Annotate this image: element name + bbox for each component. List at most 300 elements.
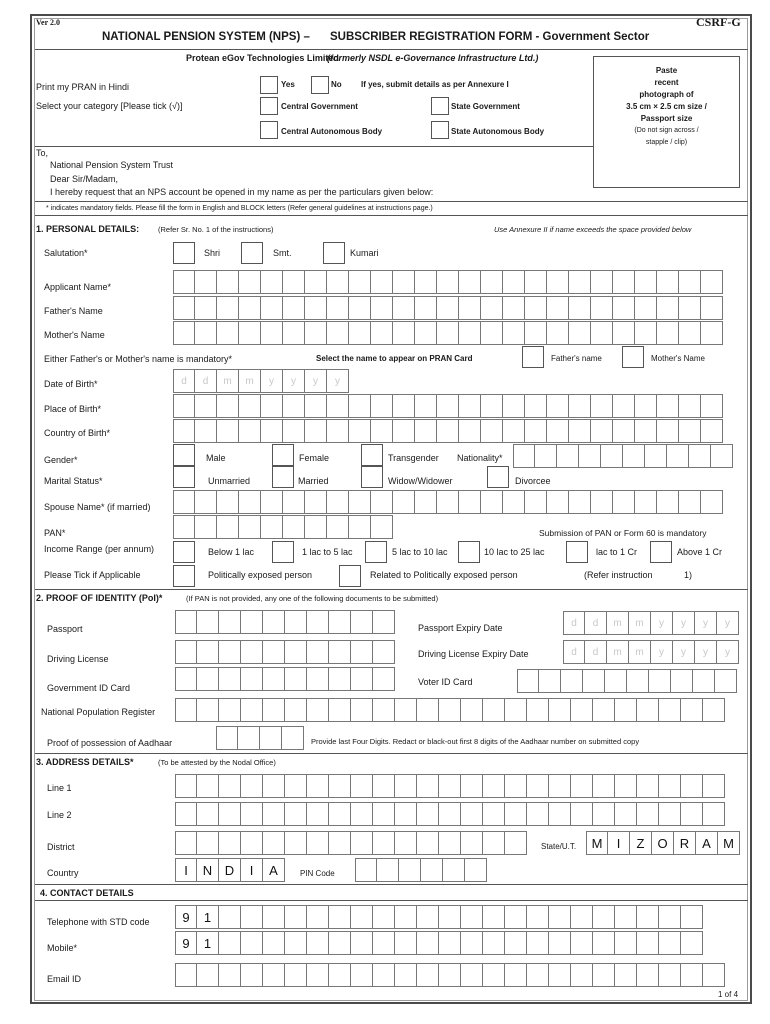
char-cell[interactable] [371,419,393,443]
income-10-25lac-checkbox[interactable] [458,541,480,563]
char-cell[interactable] [307,802,329,826]
char-cell[interactable] [239,490,261,514]
char-cell[interactable]: d [585,640,607,664]
state-field[interactable] [586,831,740,855]
char-cell[interactable] [417,802,439,826]
char-cell[interactable] [667,444,689,468]
char-cell[interactable] [549,963,571,987]
char-cell[interactable] [285,610,307,634]
char-cell[interactable] [305,321,327,345]
char-cell[interactable] [637,774,659,798]
char-cell[interactable] [175,774,197,798]
char-cell[interactable] [605,669,627,693]
address-line2-field[interactable] [175,802,725,826]
char-cell[interactable] [415,296,437,320]
char-cell[interactable] [591,394,613,418]
char-cell[interactable] [481,270,503,294]
char-cell[interactable] [571,698,593,722]
char-cell[interactable] [701,490,723,514]
char-cell[interactable] [659,698,681,722]
char-cell[interactable] [395,774,417,798]
char-cell[interactable] [395,698,417,722]
char-cell[interactable] [681,802,703,826]
char-cell[interactable] [615,963,637,987]
char-cell[interactable] [505,774,527,798]
char-cell[interactable]: M [586,831,608,855]
char-cell[interactable] [173,394,195,418]
char-cell[interactable] [657,270,679,294]
char-cell[interactable] [307,640,329,664]
char-cell[interactable] [483,774,505,798]
pep-checkbox[interactable] [173,565,195,587]
char-cell[interactable] [351,905,373,929]
char-cell[interactable] [613,296,635,320]
char-cell[interactable] [329,640,351,664]
char-cell[interactable] [439,963,461,987]
char-cell[interactable] [261,321,283,345]
char-cell[interactable] [373,698,395,722]
char-cell[interactable] [175,802,197,826]
char-cell[interactable] [459,321,481,345]
char-cell[interactable] [571,963,593,987]
char-cell[interactable] [283,270,305,294]
char-cell[interactable] [285,667,307,691]
district-field[interactable] [175,831,527,855]
char-cell[interactable]: y [305,369,327,393]
char-cell[interactable] [241,963,263,987]
char-cell[interactable] [461,905,483,929]
char-cell[interactable]: y [673,611,695,635]
char-cell[interactable] [503,270,525,294]
char-cell[interactable] [571,802,593,826]
char-cell[interactable] [439,931,461,955]
char-cell[interactable] [349,321,371,345]
char-cell[interactable] [219,802,241,826]
char-cell[interactable] [349,515,371,539]
char-cell[interactable] [579,444,601,468]
char-cell[interactable]: 1 [197,931,219,955]
char-cell[interactable] [503,419,525,443]
char-cell[interactable] [241,667,263,691]
rpep-checkbox[interactable] [339,565,361,587]
char-cell[interactable] [703,698,725,722]
char-cell[interactable] [637,931,659,955]
char-cell[interactable] [261,419,283,443]
char-cell[interactable] [373,802,395,826]
char-cell[interactable] [593,963,615,987]
char-cell[interactable] [703,802,725,826]
char-cell[interactable] [439,831,461,855]
char-cell[interactable] [437,394,459,418]
spouse-name-field[interactable] [173,490,723,514]
char-cell[interactable] [373,963,395,987]
char-cell[interactable] [527,963,549,987]
char-cell[interactable] [417,963,439,987]
char-cell[interactable] [393,394,415,418]
char-cell[interactable] [175,698,197,722]
kumari-checkbox[interactable] [323,242,345,264]
mothers-name-option-checkbox[interactable] [622,346,644,368]
char-cell[interactable] [197,963,219,987]
char-cell[interactable] [263,774,285,798]
unmarried-checkbox[interactable] [173,466,195,488]
char-cell[interactable] [305,419,327,443]
char-cell[interactable] [481,419,503,443]
char-cell[interactable] [219,831,241,855]
char-cell[interactable] [351,802,373,826]
char-cell[interactable] [513,444,535,468]
char-cell[interactable] [263,640,285,664]
passport-field[interactable] [175,610,395,634]
char-cell[interactable] [329,698,351,722]
divorcee-checkbox[interactable] [487,466,509,488]
char-cell[interactable] [591,296,613,320]
char-cell[interactable] [371,321,393,345]
char-cell[interactable] [351,610,373,634]
char-cell[interactable]: I [241,858,263,882]
char-cell[interactable] [689,444,711,468]
char-cell[interactable] [549,931,571,955]
char-cell[interactable]: y [651,611,673,635]
char-cell[interactable] [715,669,737,693]
char-cell[interactable] [593,802,615,826]
char-cell[interactable] [175,831,197,855]
char-cell[interactable]: A [696,831,718,855]
char-cell[interactable] [417,931,439,955]
char-cell[interactable]: y [717,611,739,635]
char-cell[interactable] [283,419,305,443]
fathers-name-option-checkbox[interactable] [522,346,544,368]
char-cell[interactable] [195,270,217,294]
char-cell[interactable] [657,296,679,320]
char-cell[interactable]: 9 [175,931,197,955]
char-cell[interactable] [549,774,571,798]
char-cell[interactable] [693,669,715,693]
char-cell[interactable] [217,419,239,443]
char-cell[interactable] [459,270,481,294]
char-cell[interactable] [593,905,615,929]
char-cell[interactable] [439,698,461,722]
char-cell[interactable] [283,515,305,539]
father-name-field[interactable] [173,296,723,320]
char-cell[interactable] [351,774,373,798]
char-cell[interactable] [377,858,399,882]
char-cell[interactable] [671,669,693,693]
char-cell[interactable]: y [673,640,695,664]
pran-hindi-yes-checkbox[interactable] [260,76,278,94]
char-cell[interactable] [197,640,219,664]
char-cell[interactable] [569,321,591,345]
char-cell[interactable] [659,774,681,798]
char-cell[interactable] [637,963,659,987]
char-cell[interactable] [327,296,349,320]
char-cell[interactable] [241,698,263,722]
char-cell[interactable] [627,669,649,693]
char-cell[interactable] [241,931,263,955]
char-cell[interactable] [283,296,305,320]
char-cell[interactable] [679,270,701,294]
char-cell[interactable] [307,905,329,929]
char-cell[interactable]: y [283,369,305,393]
char-cell[interactable] [503,296,525,320]
char-cell[interactable] [679,419,701,443]
char-cell[interactable] [173,490,195,514]
char-cell[interactable] [173,321,195,345]
char-cell[interactable] [219,774,241,798]
char-cell[interactable] [461,698,483,722]
char-cell[interactable]: M [718,831,740,855]
char-cell[interactable] [285,963,307,987]
char-cell[interactable] [351,931,373,955]
char-cell[interactable] [305,515,327,539]
char-cell[interactable] [349,394,371,418]
income-lac-1cr-checkbox[interactable] [566,541,588,563]
char-cell[interactable] [635,394,657,418]
char-cell[interactable] [261,490,283,514]
char-cell[interactable] [216,726,238,750]
char-cell[interactable] [373,774,395,798]
char-cell[interactable] [547,490,569,514]
char-cell[interactable] [395,905,417,929]
char-cell[interactable] [613,419,635,443]
char-cell[interactable] [525,394,547,418]
char-cell[interactable] [505,905,527,929]
voter-id-field[interactable] [517,669,737,693]
char-cell[interactable] [571,905,593,929]
char-cell[interactable] [349,296,371,320]
char-cell[interactable] [373,667,395,691]
char-cell[interactable] [349,270,371,294]
char-cell[interactable] [481,321,503,345]
char-cell[interactable] [263,831,285,855]
char-cell[interactable] [219,905,241,929]
char-cell[interactable] [285,905,307,929]
char-cell[interactable] [175,610,197,634]
income-above-1cr-checkbox[interactable] [650,541,672,563]
char-cell[interactable] [329,931,351,955]
char-cell[interactable] [373,905,395,929]
char-cell[interactable] [415,419,437,443]
char-cell[interactable] [307,931,329,955]
char-cell[interactable] [659,905,681,929]
char-cell[interactable] [305,490,327,514]
char-cell[interactable] [569,394,591,418]
char-cell[interactable] [173,419,195,443]
char-cell[interactable] [439,774,461,798]
pran-hindi-no-checkbox[interactable] [311,76,329,94]
char-cell[interactable] [679,490,701,514]
pin-code-field[interactable] [355,858,487,882]
char-cell[interactable] [285,831,307,855]
char-cell[interactable]: I [608,831,630,855]
char-cell[interactable] [483,802,505,826]
char-cell[interactable] [415,321,437,345]
place-of-birth-field[interactable] [173,394,723,418]
char-cell[interactable] [681,931,703,955]
char-cell[interactable] [285,774,307,798]
char-cell[interactable] [241,831,263,855]
char-cell[interactable] [219,963,241,987]
char-cell[interactable]: d [585,611,607,635]
char-cell[interactable] [327,270,349,294]
char-cell[interactable] [615,802,637,826]
char-cell[interactable] [371,515,393,539]
char-cell[interactable]: R [674,831,696,855]
char-cell[interactable] [679,394,701,418]
char-cell[interactable] [681,905,703,929]
email-field[interactable] [175,963,725,987]
char-cell[interactable] [569,296,591,320]
char-cell[interactable] [591,490,613,514]
char-cell[interactable] [197,610,219,634]
char-cell[interactable] [461,802,483,826]
char-cell[interactable] [701,394,723,418]
char-cell[interactable] [527,698,549,722]
char-cell[interactable] [175,963,197,987]
char-cell[interactable] [681,698,703,722]
char-cell[interactable] [263,963,285,987]
char-cell[interactable] [443,858,465,882]
char-cell[interactable] [503,490,525,514]
char-cell[interactable] [175,667,197,691]
char-cell[interactable] [195,515,217,539]
char-cell[interactable] [217,394,239,418]
char-cell[interactable] [351,698,373,722]
char-cell[interactable]: y [327,369,349,393]
char-cell[interactable] [395,963,417,987]
aadhaar-field[interactable] [216,726,304,750]
char-cell[interactable] [645,444,667,468]
char-cell[interactable] [217,490,239,514]
char-cell[interactable] [239,321,261,345]
char-cell[interactable] [439,802,461,826]
char-cell[interactable]: m [607,640,629,664]
char-cell[interactable] [241,640,263,664]
char-cell[interactable] [547,321,569,345]
char-cell[interactable] [283,394,305,418]
state-government-checkbox[interactable] [431,97,449,115]
state-autonomous-checkbox[interactable] [431,121,449,139]
char-cell[interactable] [349,419,371,443]
char-cell[interactable]: d [563,611,585,635]
applicant-name-field[interactable] [173,270,723,294]
char-cell[interactable] [393,419,415,443]
char-cell[interactable] [373,931,395,955]
char-cell[interactable] [437,296,459,320]
char-cell[interactable] [593,698,615,722]
shri-checkbox[interactable] [173,242,195,264]
char-cell[interactable] [285,931,307,955]
widow-checkbox[interactable] [361,466,383,488]
char-cell[interactable] [195,419,217,443]
char-cell[interactable] [261,296,283,320]
char-cell[interactable] [263,931,285,955]
char-cell[interactable] [657,419,679,443]
char-cell[interactable] [593,774,615,798]
char-cell[interactable] [437,419,459,443]
char-cell[interactable] [525,490,547,514]
char-cell[interactable] [239,270,261,294]
char-cell[interactable] [591,321,613,345]
char-cell[interactable] [613,321,635,345]
income-1-5lac-checkbox[interactable] [272,541,294,563]
char-cell[interactable] [393,321,415,345]
char-cell[interactable] [329,963,351,987]
char-cell[interactable] [239,394,261,418]
char-cell[interactable] [583,669,605,693]
char-cell[interactable] [373,640,395,664]
char-cell[interactable] [461,831,483,855]
char-cell[interactable] [505,698,527,722]
char-cell[interactable]: 1 [197,905,219,929]
char-cell[interactable] [615,931,637,955]
smt-checkbox[interactable] [241,242,263,264]
char-cell[interactable] [307,667,329,691]
char-cell[interactable] [525,419,547,443]
nationality-field[interactable] [513,444,733,468]
char-cell[interactable] [261,515,283,539]
char-cell[interactable]: I [175,858,197,882]
char-cell[interactable] [373,831,395,855]
char-cell[interactable] [417,774,439,798]
char-cell[interactable]: D [219,858,241,882]
char-cell[interactable] [701,419,723,443]
char-cell[interactable] [285,640,307,664]
char-cell[interactable] [395,931,417,955]
married-checkbox[interactable] [272,466,294,488]
char-cell[interactable] [635,419,657,443]
char-cell[interactable] [393,490,415,514]
char-cell[interactable] [657,490,679,514]
char-cell[interactable] [371,490,393,514]
char-cell[interactable] [327,419,349,443]
char-cell[interactable] [217,296,239,320]
char-cell[interactable] [241,774,263,798]
char-cell[interactable] [615,698,637,722]
char-cell[interactable] [527,905,549,929]
char-cell[interactable] [393,270,415,294]
char-cell[interactable] [437,490,459,514]
char-cell[interactable] [327,515,349,539]
char-cell[interactable] [217,270,239,294]
char-cell[interactable] [238,726,260,750]
char-cell[interactable] [549,802,571,826]
char-cell[interactable]: d [563,640,585,664]
char-cell[interactable] [561,669,583,693]
char-cell[interactable]: y [651,640,673,664]
char-cell[interactable] [351,831,373,855]
char-cell[interactable]: m [607,611,629,635]
char-cell[interactable] [415,394,437,418]
char-cell[interactable] [395,802,417,826]
char-cell[interactable]: A [263,858,285,882]
char-cell[interactable]: y [717,640,739,664]
char-cell[interactable] [283,490,305,514]
char-cell[interactable]: m [629,640,651,664]
char-cell[interactable] [173,515,195,539]
dob-field[interactable] [173,369,349,393]
char-cell[interactable] [711,444,733,468]
char-cell[interactable] [591,419,613,443]
char-cell[interactable] [483,831,505,855]
char-cell[interactable] [569,490,591,514]
char-cell[interactable] [439,905,461,929]
char-cell[interactable] [483,963,505,987]
char-cell[interactable] [459,296,481,320]
char-cell[interactable] [415,490,437,514]
char-cell[interactable] [659,963,681,987]
char-cell[interactable] [219,698,241,722]
